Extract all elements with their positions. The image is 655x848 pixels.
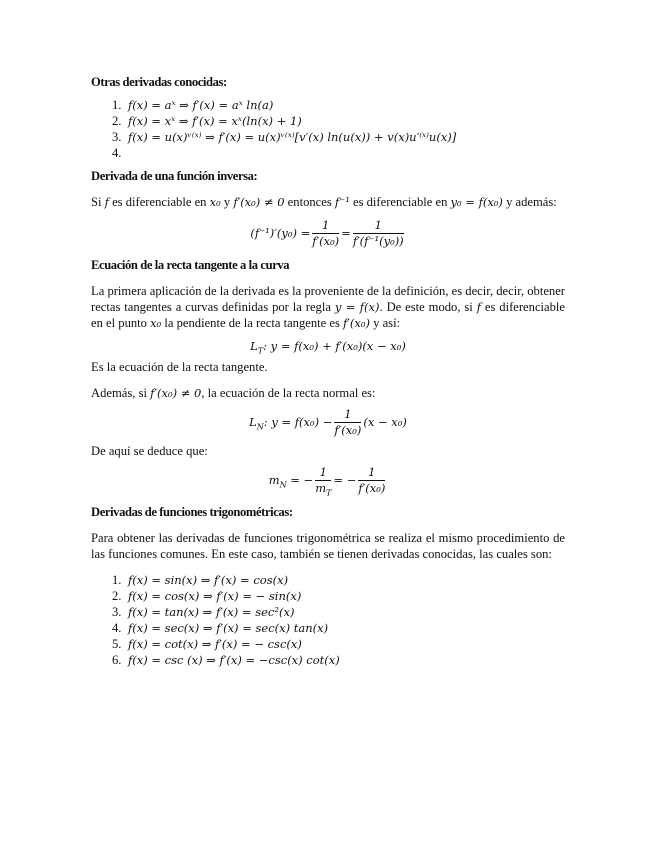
list-otras-derivadas: [91, 97, 565, 161]
heading-funcion-inversa: Derivada de una función inversa:: [91, 169, 258, 183]
list-item: 1. f(x) = sin(x) ⇒ f′(x) = cos(x): [112, 573, 289, 587]
list-item: 3. f(x) = tan(x) ⇒ f′(x) = sec²(x): [112, 605, 295, 619]
list-item: 2. f(x) = xˣ ⇒ f′(x) = xˣ(ln(x) + 1): [112, 114, 302, 128]
heading-recta-tangente: Ecuación de la recta tangente a la curva: [91, 258, 290, 272]
equation-tangente: $L_T$: y = f(x₀) + f′(x₀)(x − x₀): [250, 339, 406, 356]
list-item: 4. f(x) = sec(x) ⇒ f′(x) = sec(x) tan(x): [112, 621, 329, 635]
heading-otras-derivadas: Otras derivadas conocidas:: [91, 75, 227, 89]
paragraph-tangente: La primera aplicación de la derivada es la proveniente de la definición, es decir, decir, obtener rectas tangentes a curvas definidas por la regla y = f(x). De este modo, si f es diferenciable en el punto x₀ la pendiente de la recta tangente es f′(x₀) y así:: [91, 284, 566, 330]
list-trigonometricas: [91, 572, 565, 668]
paragraph-inversa: Si f es diferenciable en x₀ y f′(x₀) ≠ 0 entonces f⁻¹ es diferenciable en y₀ = f(x₀) y además:: [91, 195, 557, 209]
document-content: [91, 74, 565, 668]
list-item: 5. f(x) = cot(x) ⇒ f′(x) = − csc(x): [112, 637, 302, 651]
list-item: 3. f(x) = u(x)ᵛ⁽ˣ⁾ ⇒ f′(x) = u(x)ᵛ⁽ˣ⁾[v′(x) ln(u(x)) + v(x)u′⁽ˣ⁾u(x)]: [112, 130, 457, 144]
paragraph-normal: Además, si f′(x₀) ≠ 0, la ecuación de la recta normal es:: [91, 386, 376, 400]
list-item: 2. f(x) = cos(x) ⇒ f′(x) = − sin(x): [112, 589, 302, 603]
list-item: 1. f(x) = aˣ ⇒ f′(x) = aˣ ln(a): [112, 98, 274, 112]
equation-pendiente-normal: $m_N$ = − $\frac{1}{m_T}$ = − $\frac{1}{\text{f′(x₀)}}$: [268, 464, 386, 497]
paragraph-deduce: De aquí se deduce que:: [91, 444, 208, 458]
paragraph-recta-tangente: Es la ecuación de la recta tangente.: [91, 360, 268, 374]
equation-normal: $L_N$: y = f(x₀) − $\frac{1}{\text{f′(x₀)}}$ (x − x₀): [249, 406, 407, 437]
list-item: 4.: [112, 146, 122, 160]
heading-trigonometricas: Derivadas de funciones trigonométricas:: [91, 505, 293, 519]
paragraph-trigonometricas: Para obtener las derivadas de funciones trigonométrica se realiza el mismo procedimiento de las funciones comunes. En este caso, también se tienen derivadas conocidas, las cuales son:: [91, 531, 565, 561]
equation-inversa: (f⁻¹)′(y₀) = $\frac{1}{\text{f′(x₀)}}$ = $\frac{1}{\text{f′(f⁻¹(y₀))}}$: [250, 217, 404, 248]
list-item: 6. f(x) = csc (x) ⇒ f′(x) = −csc(x) cot(x): [112, 653, 340, 667]
